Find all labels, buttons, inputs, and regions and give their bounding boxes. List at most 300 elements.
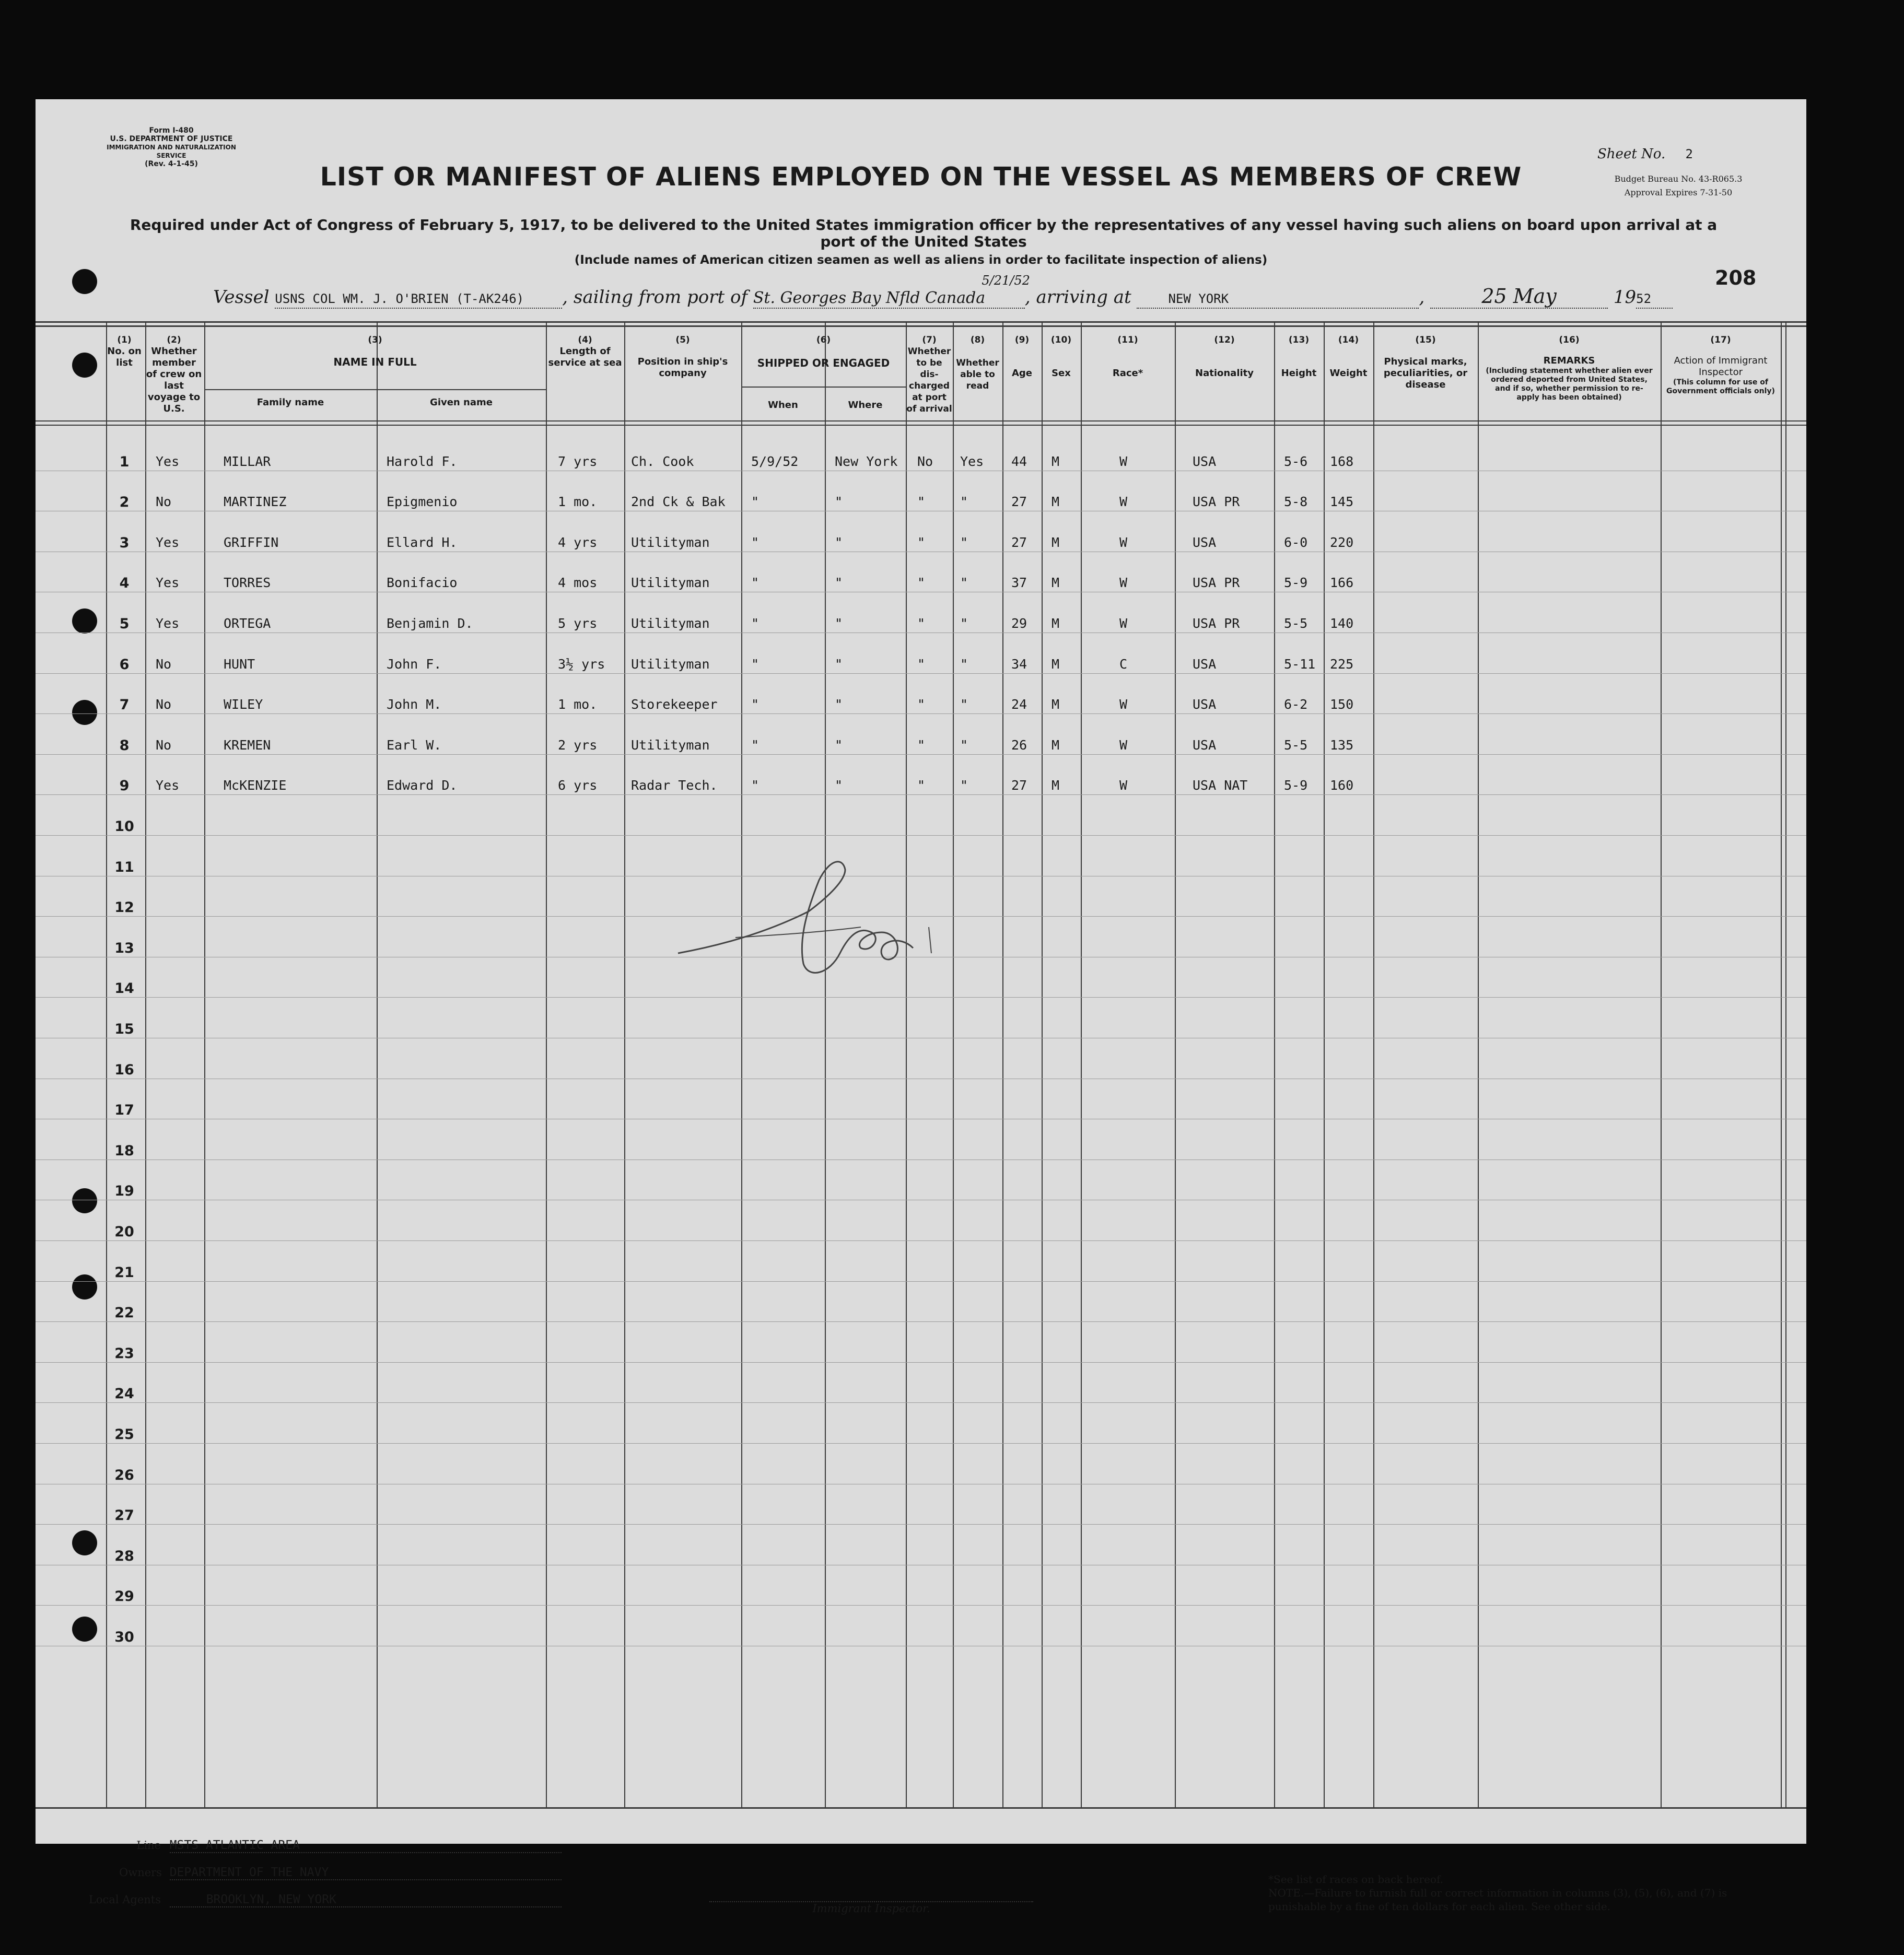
row-number: 9 (119, 778, 130, 794)
row-rule (36, 713, 1806, 714)
row-number: 13 (114, 940, 134, 956)
crew-sex-cell: M (1052, 453, 1060, 469)
column-rule (1781, 321, 1782, 1809)
crew-service-cell: 1 mo. (558, 697, 598, 712)
crew-family-cell: WILEY (224, 697, 263, 712)
column-rule (1373, 321, 1374, 1809)
crew-family-cell: KREMEN (224, 737, 271, 753)
crew-where-cell: " (835, 656, 843, 672)
row-number: 24 (114, 1386, 134, 1402)
col-12-label: Nationality (1195, 368, 1254, 379)
crew-discharged-cell: " (917, 697, 926, 712)
budget-line-1: Budget Bureau No. 43-R065.3 (1614, 174, 1743, 184)
crew-discharged-cell: " (917, 778, 926, 793)
col-4-number: (4) (578, 335, 592, 345)
crew-sex-cell: M (1052, 737, 1060, 753)
crew-nationality-cell: USA PR (1193, 616, 1240, 631)
row-number: 23 (114, 1345, 134, 1362)
crew-given-cell: Bonifacio (387, 575, 458, 591)
row-rule (36, 673, 1806, 674)
col-11-number: (11) (1117, 335, 1138, 345)
crew-when-cell: 5/9/52 (751, 453, 799, 469)
crew-height-cell: 6-0 (1284, 534, 1308, 550)
crew-when-cell: " (751, 616, 760, 631)
crew-read-cell: " (960, 656, 968, 672)
row-number: 3 (119, 534, 130, 551)
row-number: 25 (114, 1426, 134, 1443)
col-7-label: Whether to be dis-charged at port of arrival (906, 346, 952, 414)
col-8-label: Whether able to read (956, 358, 999, 391)
column-rule (825, 321, 826, 1809)
crew-age-cell: 27 (1011, 778, 1027, 793)
col-6-when-header: When (768, 400, 798, 411)
crew-discharged-cell: " (917, 616, 926, 631)
crew-race-cell: W (1119, 575, 1128, 591)
crew-where-cell: " (835, 494, 843, 510)
col-6-number: (6) (816, 335, 831, 345)
footer-agents (88, 1893, 562, 1907)
crew-when-cell: " (751, 656, 760, 672)
row-rule (36, 1362, 1806, 1363)
col-12-header (1175, 334, 1274, 379)
crew-given-cell: Ellard H. (387, 534, 458, 550)
owners-value: DEPARTMENT OF THE NAVY (169, 1866, 329, 1879)
crew-discharged-cell: " (917, 494, 926, 510)
row-number: 27 (114, 1507, 134, 1524)
col-2-label: Whether member of crew on last voyage to U.S. (146, 346, 202, 414)
row-number: 30 (114, 1629, 134, 1645)
crew-read-cell: " (960, 737, 968, 753)
column-rule (145, 321, 146, 1809)
voyage-line: Vessel USNS COL WM. J. O'BRIEN (T-AK246) , sailing from port of St. Georges Bay Nfld Canada 5/21/52 , arriving at NEW YORK , 25 May 1952 (213, 285, 1673, 309)
column-rule (741, 321, 742, 1809)
col-3-family-header: Family name (256, 397, 324, 408)
col-13-number: (13) (1288, 335, 1310, 345)
col-11-header (1081, 334, 1175, 379)
crew-when-cell: " (751, 778, 760, 793)
requirement-text: Required under Act of Congress of February 5, 1917, to be delivered to the United States immigration officer by the representatives of any vessel having such aliens on board upon arrival at a port of the United States (130, 216, 1718, 250)
crew-height-cell: 5-11 (1284, 656, 1316, 672)
column-rule (1785, 321, 1786, 1809)
col-6-label: SHIPPED OR ENGAGED (757, 357, 890, 369)
row-number: 14 (114, 980, 134, 997)
crew-weight-cell: 160 (1330, 778, 1354, 793)
col-17-number: (17) (1710, 335, 1731, 345)
col-13-header (1274, 334, 1324, 379)
crew-weight-cell: 220 (1330, 534, 1354, 550)
crew-position-cell: Storekeeper (631, 697, 718, 712)
owners-label: Owners (119, 1866, 162, 1879)
crew-given-cell: Harold F. (387, 453, 458, 469)
column-rule (1042, 321, 1043, 1809)
crew-family-cell: TORRES (224, 575, 271, 591)
footer-notes (1268, 1872, 1728, 1913)
inspector-label: Immigrant Inspector. (812, 1902, 930, 1915)
crew-sex-cell: M (1052, 697, 1060, 712)
row-number: 26 (114, 1467, 134, 1483)
column-rule (1002, 321, 1003, 1809)
column-rule (1324, 321, 1325, 1809)
crew-sex-cell: M (1052, 494, 1060, 510)
col-10-header (1042, 334, 1081, 379)
crew-sex-cell: M (1052, 534, 1060, 550)
col-8-number: (8) (970, 335, 985, 345)
crew-discharged-cell: " (917, 534, 926, 550)
col-9-label: Age (1011, 368, 1033, 379)
crew-given-cell: Benjamin D. (387, 616, 473, 631)
col-9-number: (9) (1014, 335, 1030, 345)
crew-nationality-cell: USA PR (1193, 494, 1240, 510)
crew-height-cell: 5-9 (1284, 575, 1308, 591)
crew-sex-cell: M (1052, 656, 1060, 672)
row-rule (36, 835, 1806, 836)
budget-bureau (1590, 172, 1767, 200)
crew-weight-cell: 150 (1330, 697, 1354, 712)
crew-when-cell: " (751, 534, 760, 550)
col-2-number: (2) (167, 335, 181, 345)
crew-when-cell: " (751, 697, 760, 712)
form-service: IMMIGRATION AND NATURALIZATION SERVICE (107, 144, 236, 159)
row-number: 22 (114, 1305, 134, 1321)
column-rule (377, 321, 378, 1809)
year-prefix: 19 (1613, 287, 1637, 308)
col-17-sublabel: (This column for use of Government officials only) (1666, 378, 1775, 395)
crew-family-cell: MARTINEZ (224, 494, 287, 510)
arriving-label: , arriving at (1024, 287, 1131, 308)
row-number: 5 (119, 616, 130, 632)
crew-service-cell: 5 yrs (558, 616, 598, 631)
inspector-signature (673, 849, 944, 985)
crew-race-cell: W (1119, 697, 1128, 712)
row-number: 2 (119, 494, 130, 511)
sailing-port-date: 5/21/52 (982, 273, 1030, 288)
row-rule (36, 997, 1806, 998)
crew-position-cell: Utilityman (631, 575, 710, 591)
crew-age-cell: 29 (1011, 616, 1027, 631)
crew-race-cell: W (1119, 616, 1128, 631)
row-number: 29 (114, 1588, 134, 1605)
crew-read-cell: " (960, 697, 968, 712)
sheet-number-value: 2 (1685, 147, 1693, 161)
crew-service-cell: 3½ yrs (558, 656, 605, 672)
col-7-number: (7) (922, 335, 937, 345)
footer-owners (119, 1866, 562, 1880)
row-rule (36, 1402, 1806, 1403)
col-4-label: Length of service at sea (548, 346, 622, 368)
row-number: 1 (119, 453, 130, 470)
col-7-header (906, 334, 953, 415)
agents-label: Local Agents (88, 1893, 161, 1906)
crew-voyage-cell: Yes (156, 453, 180, 469)
crew-family-cell: McKENZIE (224, 778, 287, 793)
crew-where-cell: " (835, 737, 843, 753)
col-13-label: Height (1281, 368, 1317, 379)
crew-sex-cell: M (1052, 778, 1060, 793)
crew-voyage-cell: Yes (156, 616, 180, 631)
crew-family-cell: GRIFFIN (224, 534, 279, 550)
crew-discharged-cell: " (917, 656, 926, 672)
races-note: *See list of races on back hereof. (1268, 1873, 1444, 1886)
crew-read-cell: " (960, 616, 968, 631)
crew-race-cell: W (1119, 453, 1128, 469)
col-1-header (106, 334, 143, 369)
col-16-label: REMARKS (1543, 355, 1595, 366)
inspector-signature-line (709, 1901, 1033, 1915)
arrival-year: 52 (1636, 291, 1652, 306)
col-15-label: Physical marks, peculiarities, or disease (1383, 356, 1468, 390)
crew-nationality-cell: USA PR (1193, 575, 1240, 591)
arriving-port: NEW YORK (1168, 291, 1229, 306)
crew-service-cell: 1 mo. (558, 494, 598, 510)
crew-nationality-cell: USA (1193, 697, 1217, 712)
crew-voyage-cell: No (156, 494, 172, 510)
crew-read-cell: " (960, 778, 968, 793)
crew-height-cell: 5-5 (1284, 737, 1308, 753)
crew-nationality-cell: USA (1193, 737, 1217, 753)
crew-position-cell: Radar Tech. (631, 778, 718, 793)
crew-table (36, 321, 1806, 1810)
crew-weight-cell: 145 (1330, 494, 1354, 510)
line-value: MSTS ATLANTIC AREA (169, 1839, 300, 1852)
column-rule (106, 321, 107, 1809)
crew-family-cell: HUNT (224, 656, 255, 672)
crew-service-cell: 7 yrs (558, 453, 598, 469)
col-1-label: No. on list (107, 346, 142, 368)
column-rule (953, 321, 954, 1809)
form-department: U.S. DEPARTMENT OF JUSTICE (110, 135, 233, 143)
col-10-number: (10) (1050, 335, 1072, 345)
note-label: NOTE. (1268, 1887, 1304, 1899)
crew-read-cell: Yes (960, 453, 984, 469)
page-title: LIST OR MANIFEST OF ALIENS EMPLOYED ON THE VESSEL AS MEMBERS OF CREW (320, 162, 1522, 192)
crew-race-cell: C (1119, 656, 1128, 672)
col-3-number: (3) (368, 335, 382, 345)
row-rule (36, 1605, 1806, 1606)
crew-height-cell: 5-9 (1284, 778, 1308, 793)
crew-height-cell: 5-8 (1284, 494, 1308, 510)
crew-age-cell: 24 (1011, 697, 1027, 712)
footer-line (119, 1839, 562, 1853)
col-10-label: Sex (1052, 368, 1071, 379)
crew-where-cell: " (835, 778, 843, 793)
row-number: 19 (114, 1183, 134, 1200)
form-number: Form I-480 (149, 126, 194, 135)
column-rule (1478, 321, 1479, 1809)
col-16-sublabel: (Including statement whether alien ever ordered deported from United States, and if so, whether permission to re-apply has been obtained) (1486, 367, 1653, 402)
crew-weight-cell: 168 (1330, 453, 1354, 469)
row-rule (36, 1240, 1806, 1241)
crew-nationality-cell: USA (1193, 656, 1217, 672)
col-17-label: Action of Immigrant Inspector (1674, 355, 1768, 378)
sheet-number (1597, 146, 1693, 162)
col-9-header (1002, 334, 1042, 379)
crew-height-cell: 5-6 (1284, 453, 1308, 469)
col-3-label: NAME IN FULL (333, 356, 417, 368)
crew-discharged-cell: No (917, 453, 933, 469)
crew-nationality-cell: USA (1193, 453, 1217, 469)
arrival-date: 25 May (1481, 285, 1557, 308)
crew-service-cell: 6 yrs (558, 778, 598, 793)
crew-age-cell: 34 (1011, 656, 1027, 672)
crew-sex-cell: M (1052, 616, 1060, 631)
col-3-given-header: Given name (430, 397, 493, 408)
row-number: 4 (119, 575, 130, 592)
crew-voyage-cell: Yes (156, 778, 180, 793)
crew-age-cell: 44 (1011, 453, 1027, 469)
column-rule (1175, 321, 1176, 1809)
col-4-header (546, 334, 624, 369)
col-11-label: Race* (1112, 368, 1143, 379)
column-rule (1661, 321, 1662, 1809)
crew-position-cell: Utilityman (631, 737, 710, 753)
crew-age-cell: 37 (1011, 575, 1027, 591)
crew-race-cell: W (1119, 778, 1128, 793)
crew-discharged-cell: " (917, 737, 926, 753)
crew-given-cell: John F. (387, 656, 442, 672)
row-rule (36, 1281, 1806, 1282)
crew-position-cell: Ch. Cook (631, 453, 694, 469)
row-number: 16 (114, 1061, 134, 1078)
row-rule (36, 1524, 1806, 1525)
col-16-number: (16) (1559, 335, 1580, 345)
crew-where-cell: New York (835, 453, 898, 469)
crew-given-cell: Epigmenio (387, 494, 458, 510)
col-5-label: Position in ship's company (637, 356, 728, 379)
crew-given-cell: Edward D. (387, 778, 458, 793)
crew-voyage-cell: No (156, 737, 172, 753)
budget-line-2: Approval Expires 7-31-50 (1624, 188, 1733, 197)
col-15-header (1373, 334, 1478, 391)
col-6-where-header: Where (848, 400, 883, 411)
crew-race-cell: W (1119, 534, 1128, 550)
column-rule (1081, 321, 1082, 1809)
vessel-label: Vessel (213, 287, 270, 308)
col-5-number: (5) (675, 335, 690, 345)
crew-given-cell: Earl W. (387, 737, 442, 753)
sailing-label: , sailing from port of (562, 287, 748, 308)
crew-family-cell: MILLAR (224, 453, 271, 469)
col-5-header (624, 334, 741, 379)
crew-where-cell: " (835, 697, 843, 712)
crew-nationality-cell: USA (1193, 534, 1217, 550)
col-1-number: (1) (117, 335, 132, 345)
punch-hole (72, 269, 97, 294)
row-number: 18 (114, 1142, 134, 1159)
column-rule (1274, 321, 1275, 1809)
crew-age-cell: 27 (1011, 494, 1027, 510)
row-rule (36, 794, 1806, 795)
col-2-header (145, 334, 203, 415)
col-16-header (1478, 334, 1661, 402)
row-number: 6 (119, 656, 130, 673)
crew-weight-cell: 225 (1330, 656, 1354, 672)
crew-service-cell: 4 mos (558, 575, 598, 591)
crew-weight-cell: 140 (1330, 616, 1354, 631)
col-8-header (953, 334, 1002, 392)
crew-family-cell: ORTEGA (224, 616, 271, 631)
col-15-number: (15) (1415, 335, 1436, 345)
crew-nationality-cell: USA NAT (1193, 778, 1248, 793)
row-number: 28 (114, 1548, 134, 1564)
agents-value: BROOKLYN, NEW YORK (206, 1893, 336, 1906)
row-number: 8 (119, 737, 130, 754)
col-12-number: (12) (1214, 335, 1235, 345)
row-rule (36, 1321, 1806, 1322)
crew-given-cell: John M. (387, 697, 442, 712)
crew-read-cell: " (960, 494, 968, 510)
crew-position-cell: 2nd Ck & Bak (631, 494, 726, 510)
crew-weight-cell: 135 (1330, 737, 1354, 753)
crew-position-cell: Utilityman (631, 616, 710, 631)
include-note: (Include names of American citizen seamen as well as aliens in order to facilitate inspection of aliens) (574, 253, 1268, 267)
crew-when-cell: " (751, 737, 760, 753)
crew-age-cell: 26 (1011, 737, 1027, 753)
crew-voyage-cell: No (156, 656, 172, 672)
crew-voyage-cell: Yes (156, 575, 180, 591)
column-rule (624, 321, 625, 1809)
crew-voyage-cell: Yes (156, 534, 180, 550)
column-rule (906, 321, 907, 1809)
row-rule (36, 1443, 1806, 1444)
crew-voyage-cell: No (156, 697, 172, 712)
crew-where-cell: " (835, 575, 843, 591)
col-6-header (741, 334, 906, 369)
crew-where-cell: " (835, 534, 843, 550)
col-17-header (1661, 334, 1781, 396)
row-number: 20 (114, 1224, 134, 1240)
row-number: 12 (114, 899, 134, 916)
crew-position-cell: Utilityman (631, 534, 710, 550)
crew-when-cell: " (751, 575, 760, 591)
row-number: 15 (114, 1021, 134, 1037)
row-number: 21 (114, 1264, 134, 1281)
crew-height-cell: 6-2 (1284, 697, 1308, 712)
crew-read-cell: " (960, 534, 968, 550)
crew-service-cell: 4 yrs (558, 534, 598, 550)
vessel-name: USNS COL WM. J. O'BRIEN (T-AK246) (275, 291, 524, 306)
crew-service-cell: 2 yrs (558, 737, 598, 753)
note-text: —Failure to furnish full or correct information in columns (3), (5), (6), and (7) is punishable by a fine of ten dollars for each alien. See other side. (1268, 1887, 1727, 1913)
row-number: 11 (114, 859, 134, 875)
col-14-number: (14) (1338, 335, 1359, 345)
sailing-port: St. Georges Bay Nfld Canada (753, 289, 986, 307)
crew-weight-cell: 166 (1330, 575, 1354, 591)
crew-position-cell: Utilityman (631, 656, 710, 672)
row-number: 10 (114, 818, 134, 835)
stamp-number: 208 (1715, 266, 1757, 289)
col-14-label: Weight (1329, 368, 1368, 379)
col-3-header (204, 334, 546, 368)
line-label: Line (136, 1839, 161, 1852)
crew-discharged-cell: " (917, 575, 926, 591)
col-14-header (1324, 334, 1373, 379)
crew-height-cell: 5-5 (1284, 616, 1308, 631)
crew-sex-cell: M (1052, 575, 1060, 591)
column-rule (204, 321, 205, 1809)
row-number: 7 (119, 697, 130, 713)
form-revision: (Rev. 4-1-45) (145, 160, 198, 168)
column-rule (546, 321, 547, 1809)
manifest-sheet (36, 99, 1806, 1915)
crew-age-cell: 27 (1011, 534, 1027, 550)
crew-read-cell: " (960, 575, 968, 591)
row-number: 17 (114, 1102, 134, 1119)
crew-when-cell: " (751, 494, 760, 510)
crew-race-cell: W (1119, 737, 1128, 753)
row-rule (36, 754, 1806, 755)
crew-where-cell: " (835, 616, 843, 631)
crew-race-cell: W (1119, 494, 1128, 510)
